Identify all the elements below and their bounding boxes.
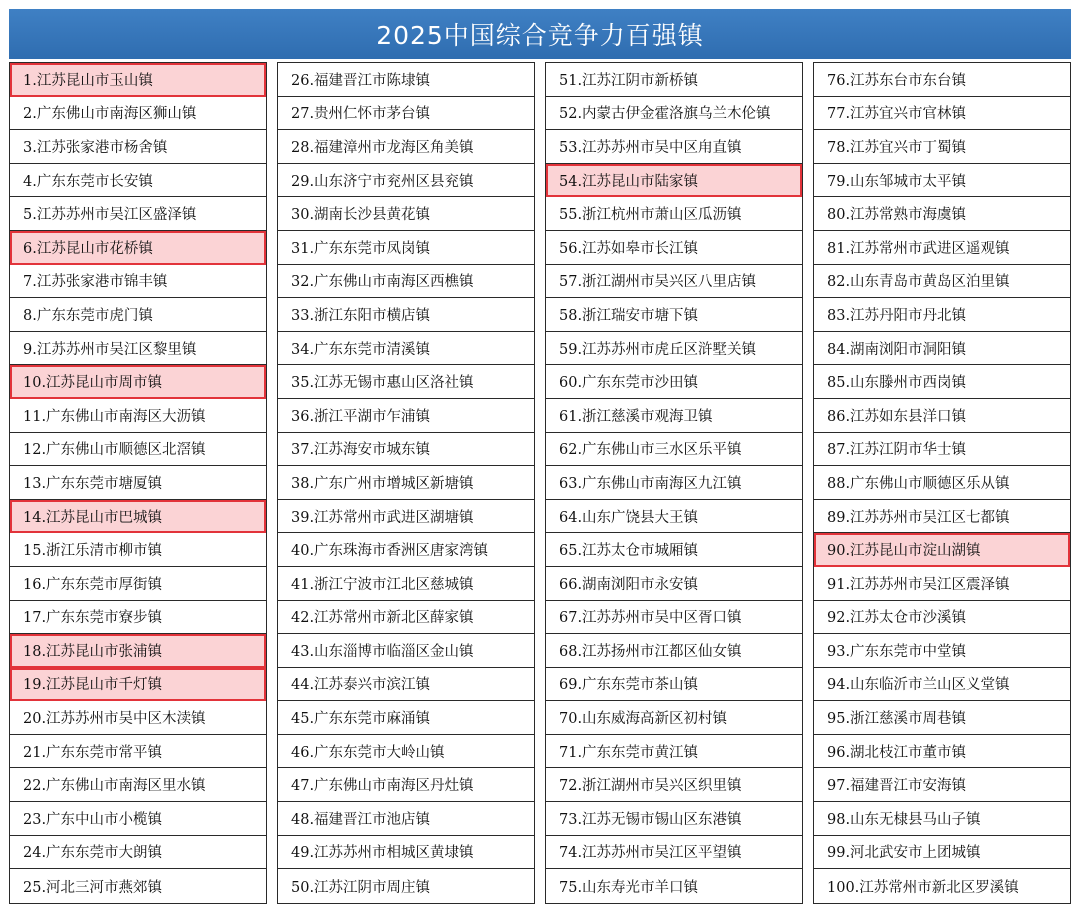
table-row: 3.江苏张家港市杨舍镇 <box>10 130 266 164</box>
table-row: 66.湖南浏阳市永安镇 <box>546 567 802 601</box>
table-row: 21.广东东莞市常平镇 <box>10 735 266 769</box>
table-row: 97.福建晋江市安海镇 <box>814 768 1070 802</box>
table-row: 23.广东中山市小榄镇 <box>10 802 266 836</box>
table-row: 75.山东寿光市羊口镇 <box>559 879 699 896</box>
table-row: 33.浙江东阳市横店镇 <box>278 298 534 332</box>
table-row: 45.广东东莞市麻涌镇 <box>278 701 534 735</box>
table-row: 91.江苏苏州市吴江区震泽镇 <box>814 567 1070 601</box>
table-row: 11.广东佛山市南海区大沥镇 <box>10 399 266 433</box>
table-row: 24.广东东莞市大朗镇 <box>10 836 266 870</box>
table-row: 22.广东佛山市南海区里水镇 <box>10 768 266 802</box>
table-row: 99.河北武安市上团城镇 <box>814 836 1070 870</box>
highlighted-table-row: 19.江苏昆山市千灯镇 <box>10 668 266 702</box>
table-row: 92.江苏太仓市沙溪镇 <box>814 601 1070 635</box>
table-row: 29.山东济宁市兖州区县兖镇 <box>278 164 534 198</box>
table-row: 62.广东佛山市三水区乐平镇 <box>546 433 802 467</box>
table-row: 58.浙江瑞安市塘下镇 <box>546 298 802 332</box>
table-row: 82.山东青岛市黄岛区泊里镇 <box>814 265 1070 299</box>
table-row: 32.广东佛山市南海区西樵镇 <box>278 265 534 299</box>
table-row: 34.广东东莞市清溪镇 <box>278 332 534 366</box>
table-row: 76.江苏东台市东台镇 <box>814 63 1070 97</box>
table-row: 59.江苏苏州市虎丘区浒墅关镇 <box>546 332 802 366</box>
table-row: 53.江苏苏州市吴中区甪直镇 <box>546 130 802 164</box>
page-title: 2025中国综合竞争力百强镇 <box>9 9 1071 59</box>
table-row: 87.江苏江阴市华士镇 <box>814 433 1070 467</box>
table-row: 71.广东东莞市黄江镇 <box>546 735 802 769</box>
table-row: 4.广东东莞市长安镇 <box>10 164 266 198</box>
ranking-column-4 <box>813 62 1071 904</box>
table-row: 16.广东东莞市厚街镇 <box>10 567 266 601</box>
table-row: 20.江苏苏州市吴中区木渎镇 <box>10 701 266 735</box>
table-row: 79.山东邹城市太平镇 <box>814 164 1070 198</box>
table-row: 52.内蒙古伊金霍洛旗乌兰木伦镇 <box>546 97 802 131</box>
table-row: 7.江苏张家港市锦丰镇 <box>10 265 266 299</box>
table-row: 51.江苏江阴市新桥镇 <box>546 63 802 97</box>
table-row: 49.江苏苏州市相城区黄埭镇 <box>278 836 534 870</box>
table-row: 44.江苏泰兴市滨江镇 <box>278 668 534 702</box>
table-row: 63.广东佛山市南海区九江镇 <box>546 466 802 500</box>
table-row: 70.山东威海高新区初村镇 <box>546 701 802 735</box>
table-row: 43.山东淄博市临淄区金山镇 <box>278 634 534 668</box>
table-row: 80.江苏常熟市海虞镇 <box>814 197 1070 231</box>
table-row: 30.湖南长沙县黄花镇 <box>278 197 534 231</box>
table-row: 39.江苏常州市武进区湖塘镇 <box>278 500 534 534</box>
table-row: 35.江苏无锡市惠山区洛社镇 <box>278 365 534 399</box>
table-row: 96.湖北枝江市董市镇 <box>814 735 1070 769</box>
table-row: 77.江苏宜兴市官林镇 <box>814 97 1070 131</box>
table-row: 93.广东东莞市中堂镇 <box>814 634 1070 668</box>
highlighted-table-row: 1.江苏昆山市玉山镇 <box>10 63 266 97</box>
table-row: 89.江苏苏州市吴江区七都镇 <box>814 500 1070 534</box>
table-row: 56.江苏如皋市长江镇 <box>546 231 802 265</box>
table-row: 55.浙江杭州市萧山区瓜沥镇 <box>546 197 802 231</box>
table-row: 37.江苏海安市城东镇 <box>278 433 534 467</box>
table-row: 9.江苏苏州市吴江区黎里镇 <box>10 332 266 366</box>
table-row: 15.浙江乐清市柳市镇 <box>10 533 266 567</box>
table-row: 2.广东佛山市南海区狮山镇 <box>10 97 266 131</box>
table-row: 25.河北三河市燕郊镇 <box>23 879 163 896</box>
ranking-column-1 <box>9 62 267 904</box>
table-row: 81.江苏常州市武进区遥观镇 <box>814 231 1070 265</box>
table-row: 86.江苏如东县洋口镇 <box>814 399 1070 433</box>
highlighted-table-row: 6.江苏昆山市花桥镇 <box>10 231 266 265</box>
table-row: 84.湖南浏阳市洞阳镇 <box>814 332 1070 366</box>
table-row: 12.广东佛山市顺德区北滘镇 <box>10 433 266 467</box>
table-row: 69.广东东莞市茶山镇 <box>546 668 802 702</box>
table-row: 5.江苏苏州市吴江区盛泽镇 <box>10 197 266 231</box>
table-row: 60.广东东莞市沙田镇 <box>546 365 802 399</box>
table-row: 26.福建晋江市陈埭镇 <box>278 63 534 97</box>
table-row: 38.广东广州市增城区新塘镇 <box>278 466 534 500</box>
table-row: 50.江苏江阴市周庄镇 <box>291 879 431 896</box>
table-row: 42.江苏常州市新北区薛家镇 <box>278 601 534 635</box>
table-row: 47.广东佛山市南海区丹灶镇 <box>278 768 534 802</box>
table-row: 64.山东广饶县大王镇 <box>546 500 802 534</box>
table-row: 98.山东无棣县马山子镇 <box>814 802 1070 836</box>
table-row: 67.江苏苏州市吴中区胥口镇 <box>546 601 802 635</box>
table-row: 100.江苏常州市新北区罗溪镇 <box>827 879 1019 896</box>
table-row: 40.广东珠海市香洲区唐家湾镇 <box>278 533 534 567</box>
highlighted-table-row: 54.江苏昆山市陆家镇 <box>546 164 802 198</box>
table-row: 78.江苏宜兴市丁蜀镇 <box>814 130 1070 164</box>
table-row: 13.广东东莞市塘厦镇 <box>10 466 266 500</box>
table-row: 48.福建晋江市池店镇 <box>278 802 534 836</box>
ranking-column-3 <box>545 62 803 904</box>
table-row: 65.江苏太仓市城厢镇 <box>546 533 802 567</box>
highlighted-table-row: 14.江苏昆山市巴城镇 <box>10 500 266 534</box>
table-row: 41.浙江宁波市江北区慈城镇 <box>278 567 534 601</box>
table-row: 61.浙江慈溪市观海卫镇 <box>546 399 802 433</box>
table-row: 73.江苏无锡市锡山区东港镇 <box>546 802 802 836</box>
ranking-column-2 <box>277 62 535 904</box>
table-row: 88.广东佛山市顺德区乐从镇 <box>814 466 1070 500</box>
table-row: 8.广东东莞市虎门镇 <box>10 298 266 332</box>
highlighted-table-row: 90.江苏昆山市淀山湖镇 <box>814 533 1070 567</box>
table-row: 17.广东东莞市寮步镇 <box>10 601 266 635</box>
table-row: 83.江苏丹阳市丹北镇 <box>814 298 1070 332</box>
table-row: 36.浙江平湖市乍浦镇 <box>278 399 534 433</box>
highlighted-table-row: 18.江苏昆山市张浦镇 <box>10 634 266 668</box>
table-row: 72.浙江湖州市吴兴区织里镇 <box>546 768 802 802</box>
table-row: 74.江苏苏州市吴江区平望镇 <box>546 836 802 870</box>
table-row: 57.浙江湖州市吴兴区八里店镇 <box>546 265 802 299</box>
table-row: 31.广东东莞市凤岗镇 <box>278 231 534 265</box>
table-row: 95.浙江慈溪市周巷镇 <box>814 701 1070 735</box>
table-row: 68.江苏扬州市江都区仙女镇 <box>546 634 802 668</box>
table-row: 28.福建漳州市龙海区角美镇 <box>278 130 534 164</box>
table-row: 85.山东滕州市西岗镇 <box>814 365 1070 399</box>
table-row: 46.广东东莞市大岭山镇 <box>278 735 534 769</box>
table-row: 27.贵州仁怀市茅台镇 <box>278 97 534 131</box>
highlighted-table-row: 10.江苏昆山市周市镇 <box>10 365 266 399</box>
table-row: 94.山东临沂市兰山区义堂镇 <box>814 668 1070 702</box>
